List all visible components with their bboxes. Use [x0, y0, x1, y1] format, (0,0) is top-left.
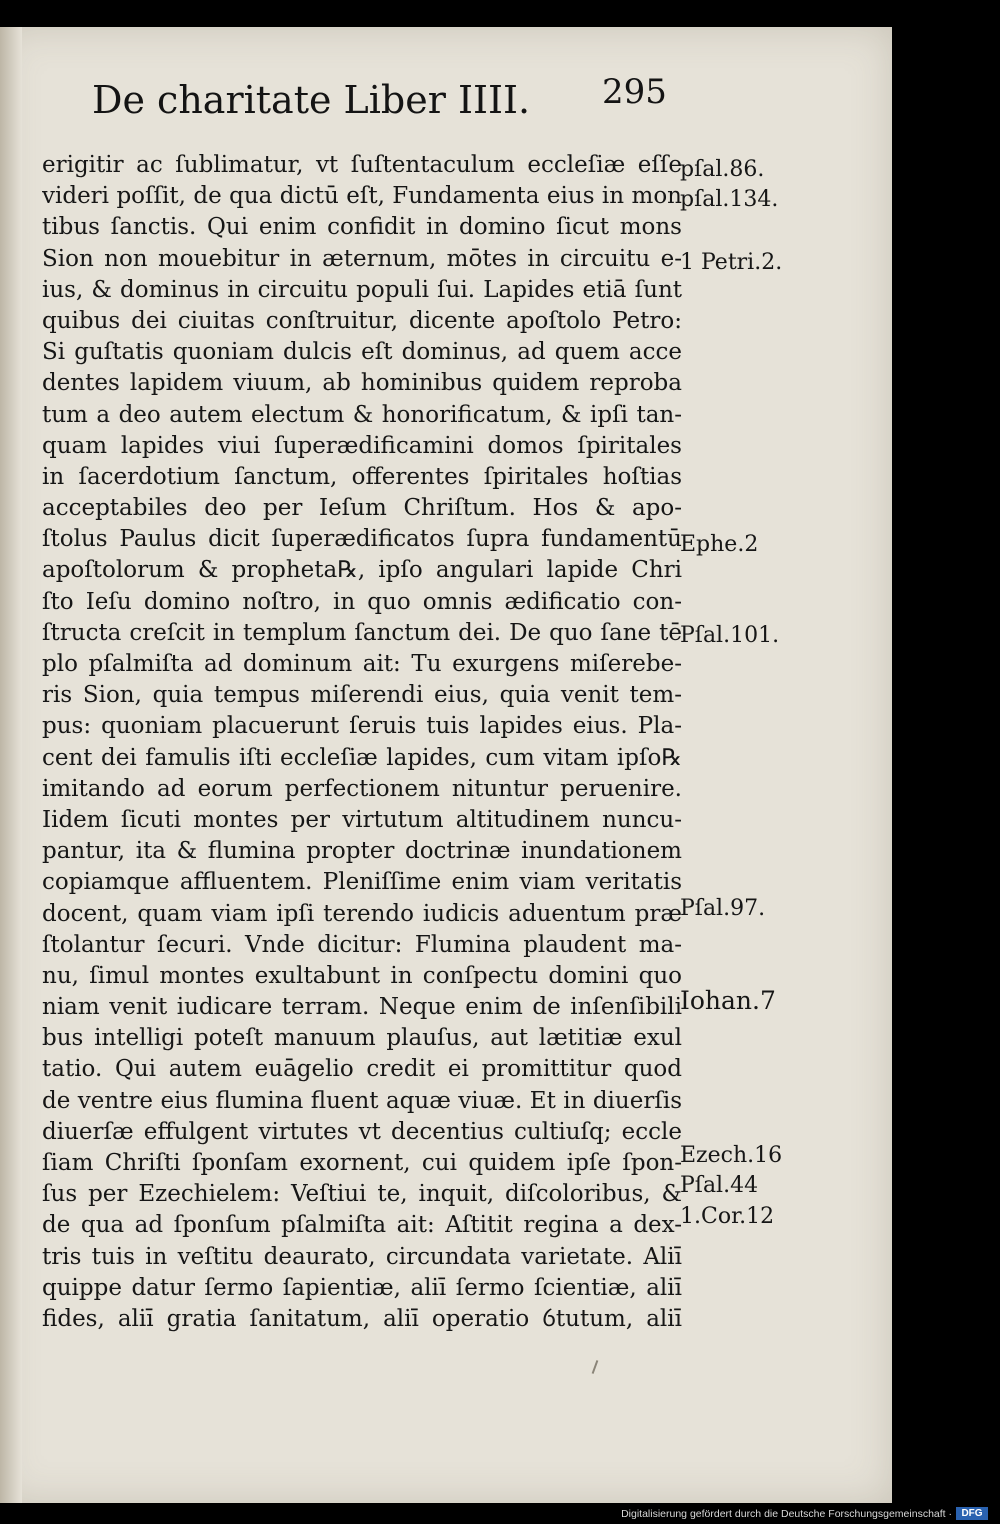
dfg-logo: DFG	[956, 1507, 988, 1520]
text-line: de ventre eius flumina fluent aquæ viuæ. Et in diuerſis	[42, 1087, 682, 1114]
text-line: Iidem ſicuti montes per virtutum altitudinem nuncu-	[42, 806, 682, 833]
text-line: tris tuis in veſtitu deaurato, circundata varietate. Aliī	[42, 1243, 682, 1270]
text-line: acceptabiles deo per Ieſum Chriſtum. Hos & apo-	[42, 495, 682, 522]
margin-note: 1 Petri.2.	[680, 250, 783, 275]
text-line: apoſtolorum & propheta℞, ipſo angulari lapide Chri	[42, 557, 682, 584]
body-text	[42, 150, 682, 1335]
text-line: pantur, ita & flumina propter doctrinæ inundationem	[42, 838, 682, 865]
text-line: bus intelligi poteſt manuum plauſus, aut lætitiæ exul	[42, 1025, 682, 1052]
text-line: copiamque affluentem. Pleniſſime enim viam veritatis	[42, 869, 682, 896]
page-number: 295	[602, 72, 667, 112]
margin-note: Iohan.7	[680, 986, 776, 1015]
margin-note: pſal.86.	[680, 157, 765, 182]
text-line: ſtructa creſcit in templum ſanctum dei. De quo ſane tē	[42, 619, 682, 646]
text-line: quam lapides viui ſuperædificamini domos ſpiritales	[42, 432, 682, 459]
text-line: niam venit iudicare terram. Neque enim de inſenſibili	[42, 994, 682, 1021]
text-line: quippe datur ſermo ſapientiæ, aliī ſermo ſcientiæ, aliī	[42, 1274, 682, 1301]
dfg-credit: Digitalisierung gefördert durch die Deutsche Forschungsgemeinschaft ·	[621, 1508, 952, 1520]
text-line: plo pſalmiſta ad dominum ait: Tu exurgens miſerebe-	[42, 651, 682, 677]
text-line: docent, quam viam ipſi terendo iudicis aduentum præ	[42, 900, 682, 927]
margin-note: Ezech.16	[680, 1143, 783, 1168]
text-line: ſus per Ezechielem: Veſtiui te, inquit, diſcoloribus, &	[42, 1181, 682, 1208]
text-line: tibus ſanctis. Qui enim confidit in domino ſicut mons	[42, 214, 682, 241]
text-line: diuerſæ effulgent virtutes vt decentius cultiuſq; eccle	[42, 1118, 682, 1145]
margin-note: Pſal.44	[680, 1173, 759, 1198]
text-line: Sion non mouebitur in æternum, mōtes in circuitu e-	[42, 245, 682, 272]
text-line: Si guſtatis quoniam dulcis eſt dominus, ad quem acce	[42, 339, 682, 366]
text-line: quibus dei ciuitas conſtruitur, dicente apoſtolo Petro:	[42, 307, 682, 334]
margin-note: Ephe.2	[680, 532, 759, 557]
text-line: pus: quoniam placuerunt ſeruis tuis lapides eius. Pla-	[42, 713, 682, 740]
running-head-title: De charitate Liber IIII.	[92, 78, 531, 122]
margin-note: 1.Cor.12	[680, 1204, 775, 1229]
text-line: ſtolus Paulus dicit ſuperædificatos ſupra fundamentū	[42, 526, 682, 553]
text-line: fides, aliī gratia ſanitatum, aliī operatio ỽtutum, aliī	[42, 1305, 682, 1332]
text-line: ſto Ieſu domino noſtro, in quo omnis ædificatio con-	[42, 588, 682, 615]
text-line: tum a deo autem electum & honorificatum, & ipſi tan-	[42, 401, 682, 428]
text-line: de qua ad ſponſum pſalmiſta ait: Aſtitit regina a dex-	[42, 1212, 682, 1239]
text-line: tatio. Qui autem euāgelio credit ei promittitur quod	[42, 1056, 682, 1083]
text-line: nu, ſimul montes exultabunt in conſpectu domini quo	[42, 962, 682, 989]
margin-note: Pſal.97.	[680, 896, 766, 921]
text-line: in ſacerdotium ſanctum, offerentes ſpiritales hoſtias	[42, 463, 682, 490]
text-line: imitando ad eorum perfectionem nituntur peruenire.	[42, 775, 682, 802]
text-line: ſiam Chriſti ſponſam exornent, cui quidem ipſe ſpon-	[42, 1150, 682, 1176]
text-line: ſtolantur ſecuri. Vnde dicitur: Flumina plaudent ma-	[42, 931, 682, 958]
text-line: dentes lapidem viuum, ab hominibus quidem reproba	[42, 370, 682, 397]
page-gutter-shadow	[0, 27, 22, 1503]
text-line: cent dei famulis iſti eccleſiæ lapides, cum vitam ipſo℞	[42, 744, 682, 771]
text-line: ris Sion, quia tempus miſerendi eius, quia venit tem-	[42, 682, 682, 709]
text-line: erigitir ac ſublimatur, vt ſuſtentaculum eccleſiæ eſſe	[42, 152, 682, 178]
margin-note: Pſal.101.	[680, 623, 780, 648]
text-line: videri poſſit, de qua dictū eſt, Fundamenta eius in mon	[42, 183, 682, 210]
margin-note: pſal.134.	[680, 187, 779, 212]
text-line: ius, & dominus in circuitu populi ſui. Lapides etiā ſunt	[42, 276, 682, 303]
